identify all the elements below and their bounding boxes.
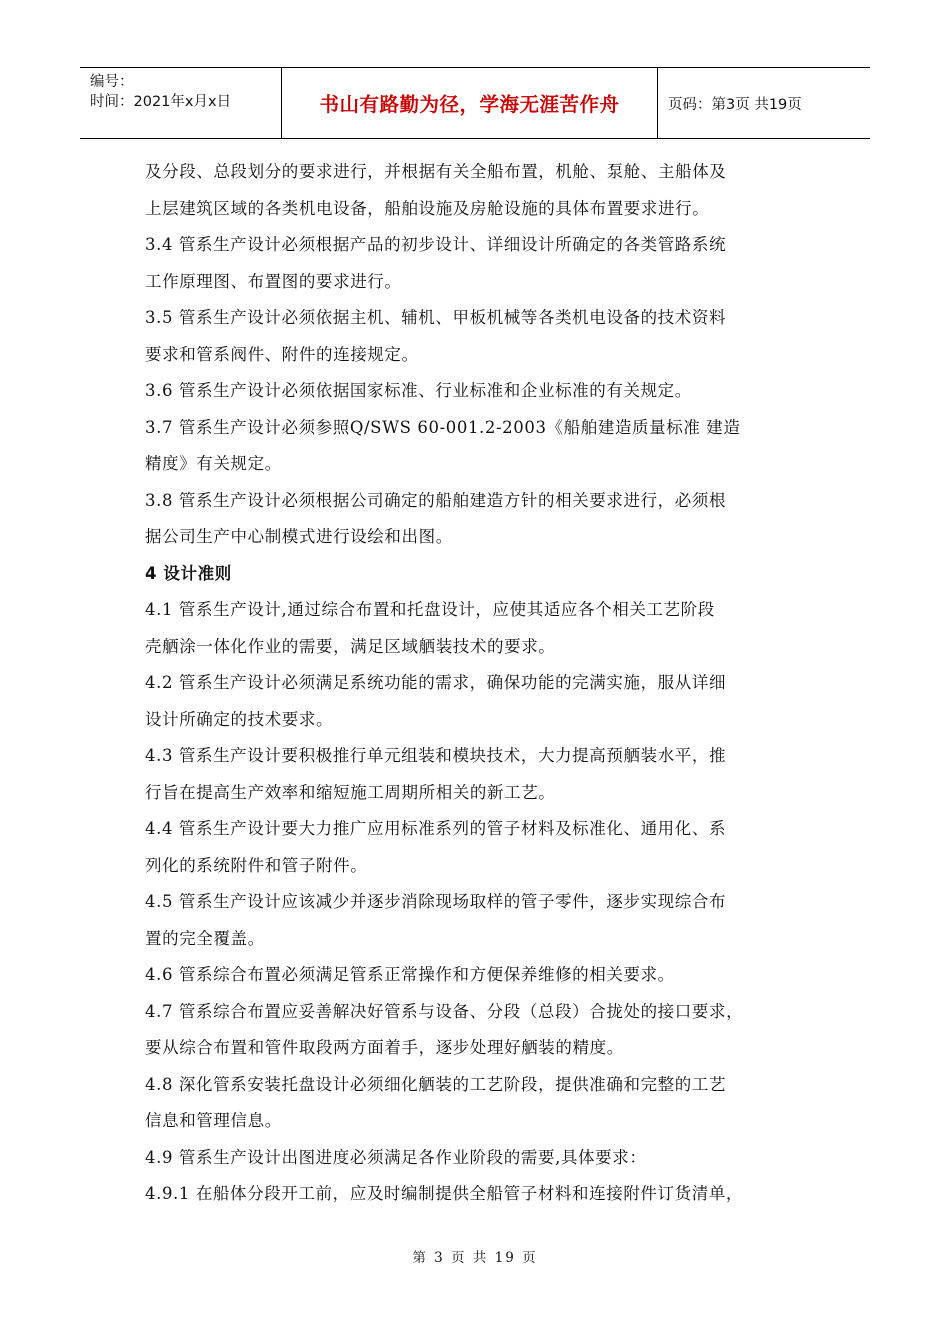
page-footer: 第 3 页 共 19 页 [412,1250,538,1266]
body-line: 4.4 管系生产设计要大力推广应用标准系列的管子材料及标准化、通用化、系 [145,819,727,838]
body-line: 工作原理图、布置图的要求进行。 [145,271,402,291]
header-meta [80,68,282,138]
body-line: 置的完全覆盖。 [145,928,265,948]
document-number-label: 编号： [90,74,134,90]
page-header [80,67,870,139]
document-time-label: 时间：2021年x月x日 [90,94,232,110]
body-line: 及分段、总段划分的要求进行，并根据有关全船布置，机舱、泵舱、主船体及 [145,162,727,181]
body-line: 4.9 管系生产设计出图进度必须满足各作业阶段的需要,具体要求： [145,1147,647,1167]
body-line: 4.7 管系综合布置应妥善解决好管系与设备、分段（总段）合拢处的接口要求， [145,1001,744,1021]
body-line: 4.8 深化管系安装托盘设计必须细化舾装的工艺阶段，提供准确和完整的工艺 [145,1074,727,1094]
body-line: 4.1 管系生产设计,通过综合布置和托盘设计，应使其适应各个相关工艺阶段 [145,600,715,619]
body-line: 精度》有关规定。 [145,454,282,473]
body-line: 列化的系统附件和管子附件。 [145,855,368,875]
body-line: 4.9.1 在船体分段开工前，应及时编制提供全船管子材料和连接附件订货清单， [145,1184,744,1203]
body-line: 3.8 管系生产设计必须根据公司确定的船舶建造方针的相关要求进行，必须根 [145,490,727,510]
body-line: 3.7 管系生产设计必须参照Q/SWS 60-001.2-2003《船舶建造质量标准 建造 [145,417,741,437]
body-line: 4.5 管系生产设计应该减少并逐步消除现场取样的管子零件，逐步实现综合布 [145,892,727,911]
section-heading: 4 设计准则 [145,563,232,583]
document-body [145,154,815,1213]
body-line: 3.5 管系生产设计必须依据主机、辅机、甲板机械等各类机电设备的技术资料 [145,308,727,327]
body-line: 4.6 管系综合布置必须满足管系正常操作和方便保养维修的相关要求。 [145,965,675,984]
header-page-info: 页码：第3页 共19页 [668,96,802,113]
body-line: 设计所确定的技术要求。 [145,709,334,729]
header-motto: 书山有路勤为径，学海无涯苦作舟 [282,68,658,138]
body-line: 3.6 管系生产设计必须依据国家标准、行业标准和企业标准的有关规定。 [145,381,692,400]
body-line: 壳舾涂一体化作业的需要，满足区域舾装技术的要求。 [145,636,556,656]
body-line: 信息和管理信息。 [145,1111,282,1130]
body-line: 要从综合布置和管件取段两方面着手，逐步处理好舾装的精度。 [145,1038,624,1057]
body-line: 要求和管系阀件、附件的连接规定。 [145,344,419,364]
body-line: 4.2 管系生产设计必须满足系统功能的需求，确保功能的完满实施，服从详细 [145,673,727,692]
body-line: 据公司生产中心制模式进行设绘和出图。 [145,527,453,546]
body-line: 行旨在提高生产效率和缩短施工周期所相关的新工艺。 [145,782,556,802]
body-line: 3.4 管系生产设计必须根据产品的初步设计、详细设计所确定的各类管路系统 [145,235,727,254]
body-line: 上层建筑区域的各类机电设备，船舶设施及房舱设施的具体布置要求进行。 [145,198,710,218]
body-line: 4.3 管系生产设计要积极推行单元组装和模块技术，大力提高预舾装水平，推 [145,746,727,765]
